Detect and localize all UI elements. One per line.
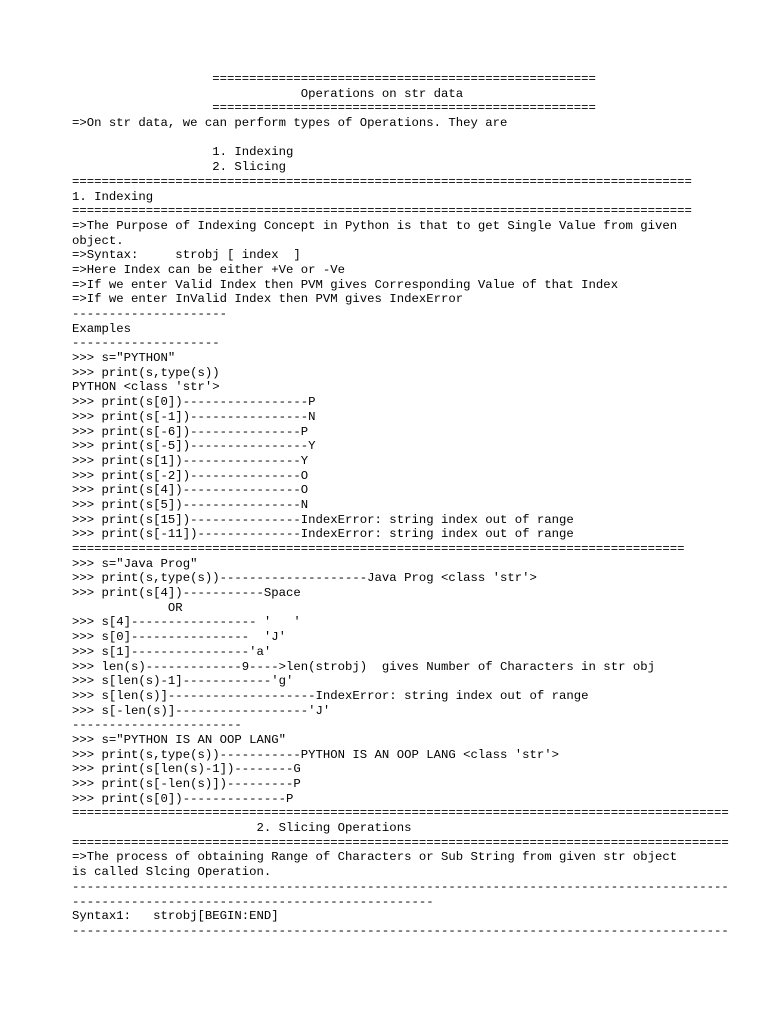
text-line: ==================================================== — [72, 101, 596, 116]
text-line: PYTHON <class 'str'> — [72, 380, 220, 395]
text-line: -------------------- — [72, 336, 220, 351]
text-line: 1. Indexing — [72, 189, 154, 204]
text-line: =>Syntax: strobj [ index ] — [72, 248, 301, 263]
text-line: is called Slcing Operation. — [72, 865, 272, 880]
text-line: >>> print(s[4])----------------O — [72, 483, 309, 498]
text-line: >>> s[-len(s)]------------------'J' — [72, 703, 331, 718]
text-line: ----------------------------------------------------------------------------------------- — [72, 879, 729, 894]
text-line: >>> print(s[5])----------------N — [72, 497, 309, 512]
text-line: =>On str data, we can perform types of Operations. They are — [72, 116, 508, 131]
text-line: >>> print(s[-1])----------------N — [72, 409, 316, 424]
text-line: >>> print(s[-2])---------------O — [72, 468, 309, 483]
text-line: >>> s="PYTHON" — [72, 351, 176, 366]
text-line: >>> s[4]----------------- ' ' — [72, 615, 301, 630]
text-line: ========================================================================================= — [72, 806, 729, 821]
text-line: >>> print(s[4])-----------Space — [72, 586, 301, 601]
text-line: >>> print(s[-5])----------------Y — [72, 439, 316, 454]
text-line: =>Here Index can be either +Ve or -Ve — [72, 262, 346, 277]
text-line: =>The process of obtaining Range of Characters or Sub String from given str object — [72, 850, 678, 865]
text-line: >>> print(s[len(s)-1])--------G — [72, 762, 301, 777]
text-line: =>If we enter Valid Index then PVM gives Corresponding Value of that Index — [72, 277, 619, 292]
text-line: ----------------------- — [72, 718, 242, 733]
text-line: 1. Indexing — [72, 145, 294, 160]
text-line: ------------------------------------------------- — [72, 894, 434, 909]
text-line: >>> len(s)-------------9---->len(strobj) gives Number of Characters in str obj — [72, 659, 655, 674]
text-line: >>> print(s[1])----------------Y — [72, 453, 309, 468]
text-line: >>> s="Java Prog" — [72, 556, 198, 571]
text-line: >>> s[len(s)-1]------------'g' — [72, 674, 294, 689]
text-line: >>> print(s[0])-----------------P — [72, 395, 316, 410]
text-line: --------------------- — [72, 307, 227, 321]
text-line: >>> print(s,type(s))--------------------Java Prog <class 'str'> — [72, 571, 537, 586]
text-line: >>> s[1]----------------'a' — [72, 644, 272, 659]
text-line: ==================================================================================== — [72, 204, 692, 219]
text-line: Syntax1: strobj[BEGIN:END] — [72, 909, 279, 924]
document-text — [72, 72, 729, 939]
text-line: >>> print(s[0])--------------P — [72, 791, 294, 806]
text-line: ==================================================================================== — [72, 174, 692, 189]
text-line: object. — [72, 233, 124, 248]
text-line: ========================================================================================= — [72, 835, 729, 850]
text-line: Examples — [72, 321, 132, 336]
text-line: >>> print(s[-6])---------------P — [72, 424, 309, 439]
text-line: >>> s[0]---------------- 'J' — [72, 630, 287, 645]
text-line: >>> s[len(s)]--------------------IndexError: string index out of range — [72, 688, 589, 703]
text-line: >>> print(s[-len(s)])---------P — [72, 777, 301, 791]
text-line: 2. Slicing — [72, 160, 287, 175]
text-line: 2. Slicing Operations — [72, 821, 412, 836]
text-line: ==================================================== — [72, 72, 596, 86]
text-line: OR — [72, 600, 183, 615]
text-line: =>If we enter InValid Index then PVM gives IndexError — [72, 292, 464, 307]
text-line: Operations on str data — [72, 86, 464, 101]
text-line: >>> s="PYTHON IS AN OOP LANG" — [72, 732, 287, 747]
text-line: ----------------------------------------------------------------------------------------- — [72, 923, 729, 938]
text-line: >>> print(s[15])---------------IndexError: string index out of range — [72, 512, 574, 527]
text-line: =>The Purpose of Indexing Concept in Python is that to get Single Value from given — [72, 218, 678, 233]
text-line: =================================================================================== — [72, 542, 685, 556]
text-line: >>> print(s,type(s)) — [72, 365, 220, 380]
text-line: >>> print(s,type(s))-----------PYTHON IS AN OOP LANG <class 'str'> — [72, 747, 560, 762]
text-line: >>> print(s[-11])--------------IndexError: string index out of range — [72, 527, 574, 542]
text-line — [72, 131, 702, 146]
